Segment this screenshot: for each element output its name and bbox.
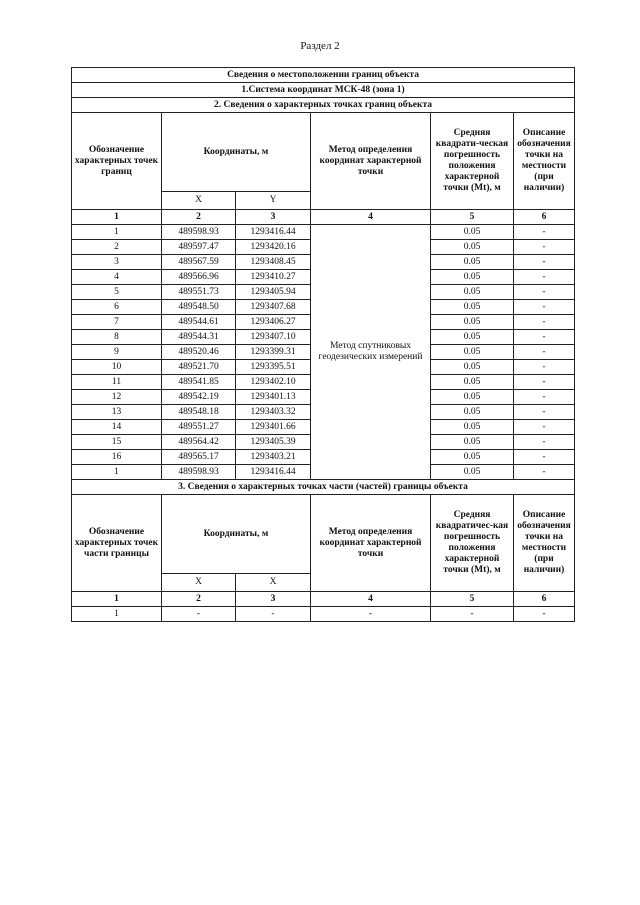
coord-x: 489541.85 — [162, 375, 236, 390]
column-number: 4 — [311, 210, 431, 225]
description-value: - — [514, 300, 575, 315]
description-value: - — [514, 270, 575, 285]
column-number: 5 — [431, 210, 514, 225]
point-number: 11 — [72, 375, 162, 390]
table-row — [72, 225, 575, 240]
coord-y: 1293407.68 — [236, 300, 311, 315]
description-value: - — [514, 375, 575, 390]
coord-x: 489544.61 — [162, 315, 236, 330]
header-y: Y — [236, 192, 311, 210]
coord-x: 489551.73 — [162, 285, 236, 300]
accuracy-value: 0.05 — [431, 345, 514, 360]
column-number: 6 — [514, 210, 575, 225]
page-title: Раздел 2 — [300, 40, 340, 52]
point-number: 2 — [72, 240, 162, 255]
accuracy-value: 0.05 — [431, 225, 514, 240]
method-value: Метод спутниковых геодезических измерений — [311, 225, 431, 480]
coord-y: 1293401.66 — [236, 420, 311, 435]
coord-y: 1293399.31 — [236, 345, 311, 360]
column-number: 1 — [72, 210, 162, 225]
column-number: 2 — [162, 592, 236, 607]
coord-y: 1293403.21 — [236, 450, 311, 465]
description-value: - — [514, 450, 575, 465]
coord-x: 489567.59 — [162, 255, 236, 270]
coord-y: - — [236, 607, 311, 622]
header-description: Описание обозначения точки на местности (при наличии) — [514, 495, 575, 592]
header-coords: Координаты, м — [162, 113, 311, 192]
coord-system: 1.Система координат МСК-48 (зона 1) — [72, 83, 575, 98]
accuracy-value: 0.05 — [431, 315, 514, 330]
coord-x: 489566.96 — [162, 270, 236, 285]
method-value: - — [311, 607, 431, 622]
accuracy-value: 0.05 — [431, 375, 514, 390]
part3-title: 3. Сведения о характерных точках части (частей) границы объекта — [72, 480, 575, 495]
header-point: Обозначение характерных точек части границы — [72, 495, 162, 592]
coord-x: 489544.31 — [162, 330, 236, 345]
table-row — [72, 607, 575, 622]
description-value: - — [514, 420, 575, 435]
accuracy-value: 0.05 — [431, 240, 514, 255]
column-numbers-row — [72, 210, 575, 225]
header-description: Описание обозначения точки на местности (при наличии) — [514, 113, 575, 210]
coord-x: 489542.19 — [162, 390, 236, 405]
header-x: X — [162, 192, 236, 210]
header-method: Метод определения координат характерной точки — [311, 113, 431, 210]
coord-x: 489565.17 — [162, 450, 236, 465]
accuracy-value: 0.05 — [431, 270, 514, 285]
point-number: 9 — [72, 345, 162, 360]
description-value: - — [514, 360, 575, 375]
column-numbers-row — [72, 592, 575, 607]
accuracy-value: 0.05 — [431, 255, 514, 270]
description-value: - — [514, 225, 575, 240]
point-number: 8 — [72, 330, 162, 345]
description-value: - — [514, 285, 575, 300]
part2-title: 2. Сведения о характерных точках границ объекта — [72, 98, 575, 113]
point-number: 13 — [72, 405, 162, 420]
header-accuracy: Средняя квадратичес-кая погрешность положения характерной точки (Mt), м — [431, 495, 514, 592]
coord-x: 489551.27 — [162, 420, 236, 435]
accuracy-value: 0.05 — [431, 405, 514, 420]
coord-y: 1293416.44 — [236, 225, 311, 240]
coord-x: 489597.47 — [162, 240, 236, 255]
point-number: 16 — [72, 450, 162, 465]
description-value: - — [514, 390, 575, 405]
point-number: 14 — [72, 420, 162, 435]
coord-y: 1293395.51 — [236, 360, 311, 375]
description-value: - — [514, 405, 575, 420]
accuracy-value: - — [431, 607, 514, 622]
coord-y: 1293402.10 — [236, 375, 311, 390]
header-accuracy: Средняя квадрати-ческая погрешность положения характерной точки (Mt), м — [431, 113, 514, 210]
coord-y: 1293420.16 — [236, 240, 311, 255]
header-x: X — [162, 574, 236, 592]
description-value: - — [514, 315, 575, 330]
section-title: Сведения о местоположении границ объекта — [72, 68, 575, 83]
description-value: - — [514, 435, 575, 450]
column-number: 6 — [514, 592, 575, 607]
coord-y: 1293401.13 — [236, 390, 311, 405]
accuracy-value: 0.05 — [431, 300, 514, 315]
point-number: 5 — [72, 285, 162, 300]
point-number: 4 — [72, 270, 162, 285]
description-value: - — [514, 345, 575, 360]
description-value: - — [514, 330, 575, 345]
accuracy-value: 0.05 — [431, 360, 514, 375]
point-number: 12 — [72, 390, 162, 405]
accuracy-value: 0.05 — [431, 285, 514, 300]
description-value: - — [514, 465, 575, 480]
header-point: Обозначение характерных точек границ — [72, 113, 162, 210]
coord-x: 489520.46 — [162, 345, 236, 360]
coord-x: 489564.42 — [162, 435, 236, 450]
coord-y: 1293410.27 — [236, 270, 311, 285]
column-number: 5 — [431, 592, 514, 607]
coord-y: 1293403.32 — [236, 405, 311, 420]
coord-x: 489548.18 — [162, 405, 236, 420]
coord-x: 489598.93 — [162, 225, 236, 240]
point-number: 1 — [72, 607, 162, 622]
description-value: - — [514, 255, 575, 270]
description-value: - — [514, 607, 575, 622]
accuracy-value: 0.05 — [431, 330, 514, 345]
column-number: 2 — [162, 210, 236, 225]
boundary-table — [71, 67, 575, 622]
accuracy-value: 0.05 — [431, 420, 514, 435]
accuracy-value: 0.05 — [431, 435, 514, 450]
column-number: 3 — [236, 210, 311, 225]
point-number: 3 — [72, 255, 162, 270]
column-number: 4 — [311, 592, 431, 607]
point-number: 7 — [72, 315, 162, 330]
accuracy-value: 0.05 — [431, 450, 514, 465]
point-number: 15 — [72, 435, 162, 450]
column-number: 3 — [236, 592, 311, 607]
point-number: 10 — [72, 360, 162, 375]
header-coords: Координаты, м — [162, 495, 311, 574]
coord-y: 1293408.45 — [236, 255, 311, 270]
point-number: 6 — [72, 300, 162, 315]
coord-x: 489598.93 — [162, 465, 236, 480]
coord-y: 1293406.27 — [236, 315, 311, 330]
header-x: X — [236, 574, 311, 592]
coord-y: 1293405.39 — [236, 435, 311, 450]
header-method: Метод определения координат характерной точки — [311, 495, 431, 592]
point-number: 1 — [72, 225, 162, 240]
coord-x: 489521.70 — [162, 360, 236, 375]
coord-x: 489548.50 — [162, 300, 236, 315]
coord-y: 1293416.44 — [236, 465, 311, 480]
accuracy-value: 0.05 — [431, 390, 514, 405]
point-number: 1 — [72, 465, 162, 480]
description-value: - — [514, 240, 575, 255]
accuracy-value: 0.05 — [431, 465, 514, 480]
coord-x: - — [162, 607, 236, 622]
column-number: 1 — [72, 592, 162, 607]
coord-y: 1293405.94 — [236, 285, 311, 300]
coord-y: 1293407.10 — [236, 330, 311, 345]
